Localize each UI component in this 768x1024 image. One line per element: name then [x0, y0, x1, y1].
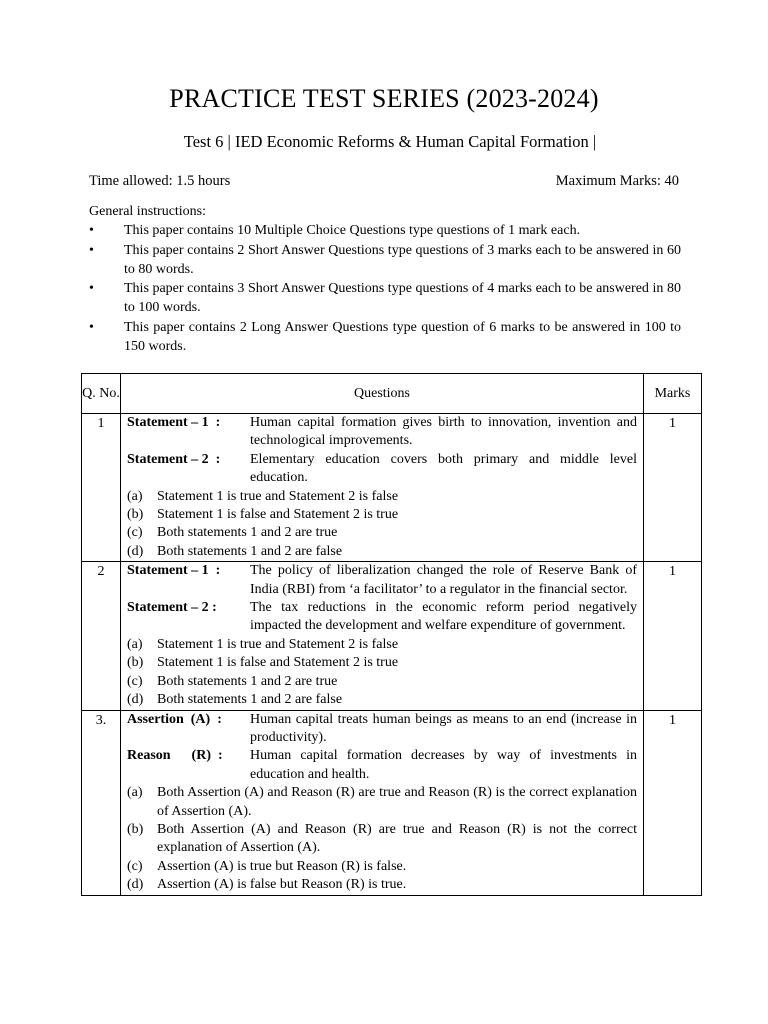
- question-number: 1: [82, 414, 121, 562]
- statement-1: Statement – 1 : The policy of liberalization changed the role of Reserve Bank of India (RBI) from ‘a facilitator’ to a regulator in the financial sector.: [127, 563, 637, 597]
- question-marks: 1: [644, 710, 702, 895]
- option-d: (d) Both statements 1 and 2 are false: [127, 692, 343, 708]
- exam-meta-row: [89, 173, 679, 190]
- time-allowed: Time allowed: 1.5 hours: [89, 173, 231, 189]
- option-a: (a) Statement 1 is true and Statement 2 is false: [127, 488, 399, 504]
- table-row: [82, 414, 702, 562]
- questions-table: [81, 373, 702, 896]
- question-body: [121, 710, 644, 895]
- option-d: (d) Assertion (A) is false but Reason (R) is true.: [127, 877, 407, 893]
- header-qno: Q. No.: [82, 374, 121, 414]
- table-row: [82, 562, 702, 710]
- option-d: (d) Both statements 1 and 2 are false: [127, 543, 343, 559]
- table-row: [82, 710, 702, 895]
- instruction-item: • This paper contains 2 Short Answer Questions type questions of 3 marks each to be answered in 60 to 80 words.: [89, 242, 681, 277]
- question-body: [121, 414, 644, 562]
- instructions-list: [89, 221, 681, 356]
- question-marks: 1: [644, 414, 702, 562]
- option-b: (b) Statement 1 is false and Statement 2 is true: [127, 655, 399, 671]
- option-c: (c) Assertion (A) is true but Reason (R) is false.: [127, 858, 407, 874]
- option-c: (c) Both statements 1 and 2 are true: [127, 673, 338, 689]
- page-title: PRACTICE TEST SERIES (2023-2024): [169, 84, 599, 113]
- bullet-icon: •: [89, 242, 94, 258]
- option-b: (b) Statement 1 is false and Statement 2 is true: [127, 507, 399, 523]
- reason: Reason (R) : Human capital formation decreases by way of investments in education and health.: [127, 748, 637, 782]
- instruction-item: • This paper contains 3 Short Answer Questions type questions of 4 marks each to be answered in 80 to 100 words.: [89, 281, 681, 316]
- test-subtitle: Test 6 | IED Economic Reforms & Human Capital Formation |: [183, 132, 597, 151]
- option-a: (a) Both Assertion (A) and Reason (R) are true and Reason (R) is the correct explanation of Assertion (A).: [127, 785, 637, 819]
- instruction-item: • This paper contains 10 Multiple Choice Questions type questions of 1 mark each.: [89, 221, 681, 240]
- maximum-marks: Maximum Marks: 40: [555, 173, 679, 189]
- question-number: 3.: [82, 710, 121, 895]
- question-marks: 1: [644, 562, 702, 710]
- bullet-icon: •: [89, 223, 94, 239]
- option-b: (b) Both Assertion (A) and Reason (R) are true and Reason (R) is not the correct explanation of Assertion (A).: [127, 821, 637, 856]
- instruction-item: • This paper contains 2 Long Answer Questions type question of 6 marks to be answered in 100 to 150 words.: [89, 319, 681, 355]
- question-number: 2: [82, 562, 121, 710]
- statement-2: Statement – 2 : Elementary education covers both primary and middle level education.: [127, 451, 637, 486]
- statement-2: Statement – 2 : The tax reductions in the economic reform period negatively impacted the development and welfare expenditure of government.: [127, 600, 637, 634]
- instructions-heading: General instructions:: [89, 204, 207, 219]
- header-questions: Questions: [121, 374, 644, 414]
- header-marks: Marks: [644, 374, 702, 414]
- table-header-row: [82, 374, 702, 414]
- option-c: (c) Both statements 1 and 2 are true: [127, 525, 338, 541]
- option-a: (a) Statement 1 is true and Statement 2 is false: [127, 636, 399, 652]
- bullet-icon: •: [89, 281, 94, 297]
- bullet-icon: •: [89, 319, 94, 335]
- question-body: [121, 562, 644, 710]
- statement-1: Statement – 1 : Human capital formation gives birth to innovation, invention and technological improvements.: [127, 415, 637, 449]
- assertion: Assertion (A) : Human capital treats human beings as means to an end (increase in productivity).: [127, 711, 637, 745]
- general-instructions: [89, 202, 681, 356]
